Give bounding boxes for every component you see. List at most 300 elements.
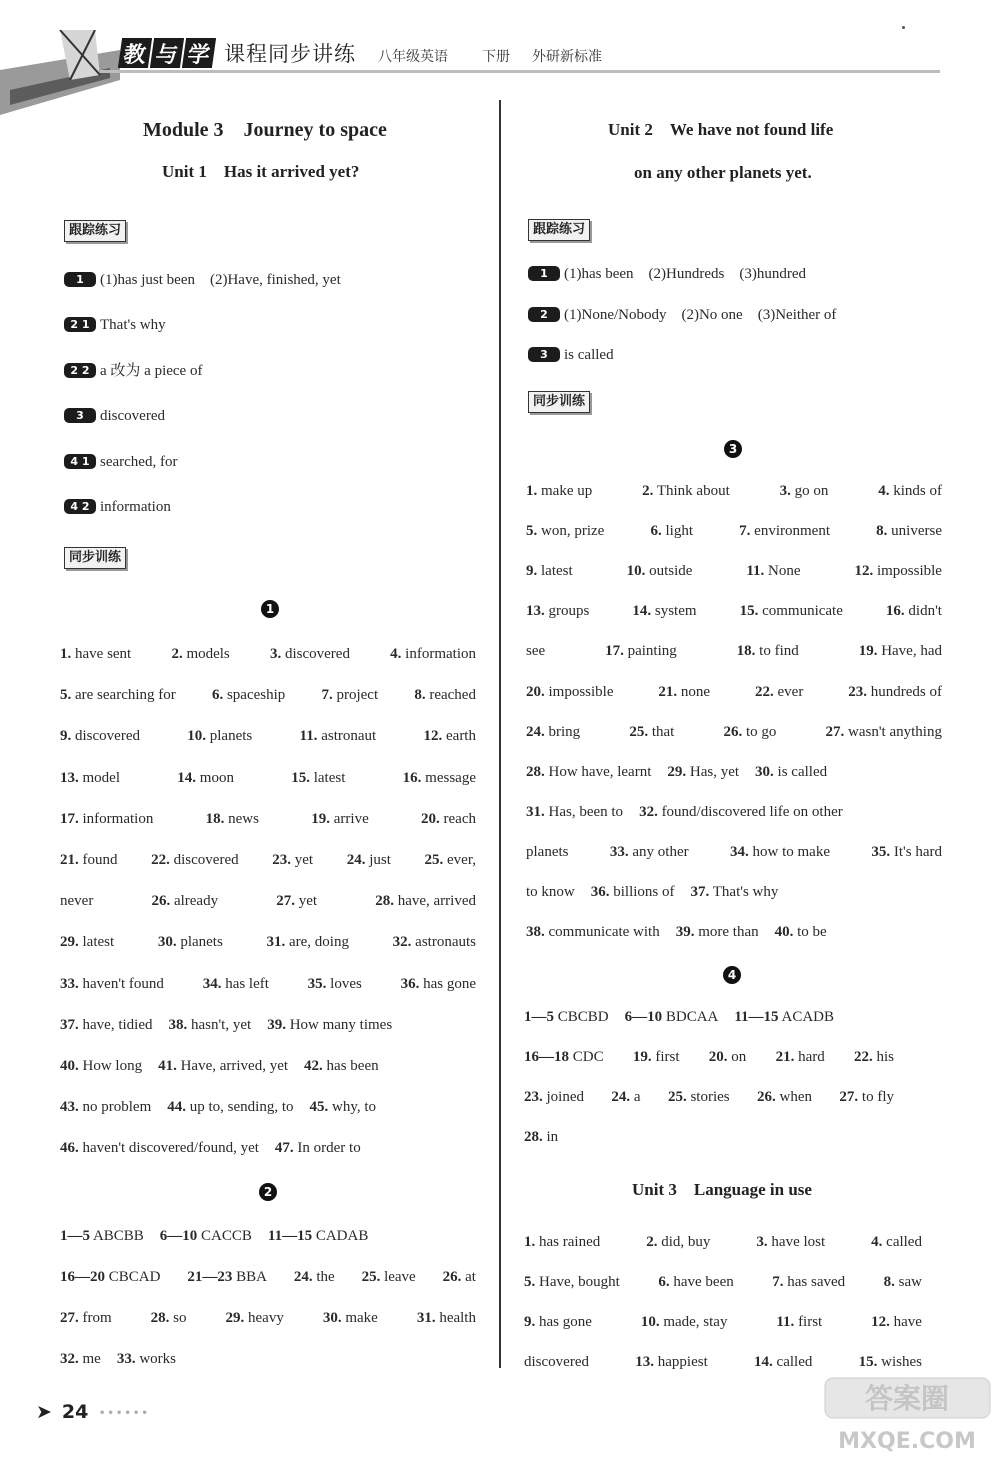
answer-number: 1.: [60, 646, 72, 662]
answer-number: 46.: [60, 1140, 79, 1157]
answer-text: planets: [209, 728, 253, 745]
answer-number: 25.: [667, 1089, 687, 1105]
answer-item: [187, 1267, 267, 1287]
answer-item: [854, 561, 942, 581]
answer-text: haven't discovered/found, yet: [82, 1140, 259, 1157]
answer-row: [60, 726, 476, 746]
answer-text: ever: [777, 683, 804, 700]
answer-number: 19.: [858, 643, 878, 660]
answer-text: information: [405, 646, 476, 662]
answer-number: 24.: [293, 1269, 313, 1285]
answer-item: [417, 1308, 476, 1328]
brand-logo: [120, 36, 214, 70]
answer-number: 2.: [646, 1234, 658, 1250]
answer-text: astronaut: [321, 728, 377, 745]
answer-text: did, buy: [661, 1234, 711, 1250]
watermark-text-top: 答案圈: [864, 1382, 950, 1415]
answer-text: me: [82, 1351, 101, 1367]
answer-number: 11.: [776, 1314, 795, 1330]
answer-item: [60, 1226, 144, 1246]
answer-text: How many times: [289, 1016, 393, 1033]
answer-number: 10.: [187, 728, 207, 745]
answer-item: [390, 644, 476, 664]
answer-item: [709, 1047, 747, 1067]
answer-item: [60, 1015, 152, 1035]
answer-row: [60, 1226, 476, 1246]
answer-item: [212, 685, 285, 705]
answer-item: [658, 682, 710, 702]
practice-item: [528, 305, 836, 325]
answer-number: 24.: [526, 723, 545, 740]
answer-text: has gone: [539, 1314, 592, 1330]
answer-item: [304, 1056, 379, 1076]
answer-item: [526, 601, 589, 621]
answer-text: to fly: [861, 1089, 894, 1105]
answer-number: 15.: [291, 769, 310, 786]
answer-text: happiest: [657, 1354, 708, 1370]
answer-number: 21.: [658, 683, 678, 700]
answer-text: yet: [294, 852, 314, 868]
answer-number: 15.: [739, 603, 759, 620]
answer-number: 22.: [151, 852, 170, 868]
answer-text: astronauts: [415, 934, 476, 951]
answer-text: CDC: [572, 1049, 604, 1065]
answer-text: BDCAA: [665, 1009, 719, 1025]
answer-number: 11.: [299, 728, 318, 745]
item-number-badge: 1: [528, 266, 560, 281]
answer-item: [878, 481, 942, 501]
brand-char: 学: [182, 38, 216, 68]
answer-text: so: [173, 1310, 187, 1326]
answer-text: (1)has been (2)Hundreds (3)hundred: [564, 266, 807, 282]
answer-item: [151, 850, 238, 870]
answer-number: 8.: [876, 523, 888, 540]
answer-text: reach: [443, 810, 476, 827]
answer-row: [60, 1138, 476, 1158]
answer-text: impossible: [876, 563, 942, 580]
answer-text: discovered: [173, 852, 239, 868]
answer-text: planets: [526, 843, 569, 860]
item-number-badge: 4 1: [64, 454, 96, 469]
section-marker-2: 2: [259, 1183, 277, 1201]
answer-number: 2.: [171, 646, 183, 662]
answer-number: 15.: [858, 1354, 878, 1370]
answer-item: [323, 1308, 378, 1328]
answer-text: CADAB: [315, 1228, 369, 1244]
answer-text: saw: [898, 1274, 922, 1290]
header-decoration-graphic: [0, 30, 120, 120]
answer-number: 45.: [309, 1099, 329, 1116]
answer-text: earth: [446, 728, 476, 745]
answer-item: [60, 809, 153, 829]
answer-number: 8.: [414, 687, 426, 704]
answer-row: [60, 1097, 476, 1117]
answer-row: [524, 1232, 922, 1252]
answer-number: 28.: [375, 893, 394, 910]
answer-item: [775, 922, 827, 942]
answer-item: [401, 974, 476, 994]
answer-number: 1.: [524, 1234, 536, 1250]
practice-item: [64, 361, 202, 381]
answer-item: [526, 561, 573, 581]
answer-number: 36.: [590, 884, 610, 900]
unit1-title: Unit 1 Has it arrived yet?: [162, 162, 360, 181]
answer-text: no problem: [82, 1099, 152, 1116]
answer-text: latest: [541, 563, 573, 580]
watermark-text-bottom: MXQE.COM: [838, 1429, 976, 1454]
answer-text: Has, yet: [689, 763, 740, 780]
answer-text: at: [465, 1269, 476, 1285]
tag-sync: 同步训练: [64, 547, 126, 569]
answer-number: 30.: [755, 763, 774, 780]
answer-text: see: [526, 643, 546, 660]
answer-item: [60, 1308, 112, 1328]
answer-item: [635, 1352, 708, 1372]
answer-item: [203, 974, 269, 994]
answer-number: 38.: [526, 924, 545, 941]
answer-number: 18.: [736, 643, 756, 660]
answer-number: 6—10: [624, 1009, 663, 1025]
answer-text: (1)has just been (2)Have, finished, yet: [100, 272, 341, 288]
answer-text: when: [779, 1089, 813, 1105]
answer-text: up to, sending, to: [189, 1099, 294, 1116]
answer-number: 22.: [853, 1049, 873, 1065]
answer-text: In order to: [297, 1140, 361, 1157]
answer-text: never: [60, 893, 94, 910]
answer-item: [871, 1312, 922, 1332]
answer-item: [524, 1272, 620, 1292]
answer-item: [321, 685, 378, 705]
answer-item: [177, 768, 234, 788]
answer-item: [755, 682, 803, 702]
answer-number: 20.: [421, 810, 440, 827]
answer-text: ever,: [447, 852, 476, 868]
answer-number: 39.: [267, 1016, 286, 1033]
answer-item: [206, 809, 259, 829]
answer-item: [658, 1272, 733, 1292]
answer-number: 40.: [774, 924, 794, 941]
answer-item: [524, 1352, 589, 1372]
answer-text: moon: [199, 769, 234, 786]
answer-item: [60, 1097, 151, 1117]
answer-item: [524, 1007, 609, 1027]
answer-number: 3.: [779, 483, 791, 499]
answer-item: [160, 1226, 252, 1246]
answer-item: [421, 809, 476, 829]
answer-number: 17.: [60, 810, 79, 827]
answer-text: go on: [794, 483, 829, 499]
answer-number: 28.: [526, 763, 545, 780]
answer-text: has gone: [423, 975, 476, 992]
answer-text: on: [731, 1049, 747, 1065]
answer-item: [524, 1312, 592, 1332]
answer-text: information: [100, 499, 171, 515]
answer-text: message: [425, 769, 476, 786]
answer-item: [691, 882, 779, 902]
answer-number: 24.: [611, 1089, 631, 1105]
answer-number: 4.: [390, 646, 402, 662]
answer-text: make: [345, 1310, 378, 1326]
answer-row: [524, 1352, 922, 1372]
answer-item: [625, 1007, 719, 1027]
answer-number: 29.: [667, 763, 687, 780]
edition-label: 外研新标准: [532, 49, 602, 65]
practice-item: [528, 264, 806, 284]
answer-number: 33.: [609, 843, 629, 860]
answer-item: [524, 1047, 604, 1067]
answer-row: [60, 974, 476, 994]
answer-number: 9.: [524, 1314, 536, 1330]
answer-number: 7.: [772, 1274, 784, 1290]
answer-item: [886, 601, 942, 621]
answer-row: [526, 601, 942, 621]
answer-item: [158, 1056, 288, 1076]
section-marker-1: 1: [261, 600, 279, 618]
answer-number: 16.: [885, 603, 905, 620]
answer-text: latest: [82, 934, 115, 951]
answer-text: to find: [759, 643, 799, 660]
answer-item: [668, 1087, 730, 1107]
answer-number: 1—5: [60, 1228, 90, 1244]
answer-text: How long: [82, 1058, 143, 1074]
answer-number: 3.: [269, 646, 282, 662]
answer-item: [362, 1267, 416, 1287]
answer-number: 25.: [361, 1269, 381, 1285]
answer-number: 30.: [322, 1310, 342, 1326]
answer-item: [526, 922, 660, 942]
answer-item: [610, 842, 689, 862]
answer-item: [158, 932, 223, 952]
answer-number: 16.: [402, 769, 422, 786]
answer-row: [60, 1267, 476, 1287]
answer-item: [300, 726, 377, 746]
answer-text: won, prize: [541, 523, 605, 540]
answer-text: impossible: [548, 683, 614, 700]
answer-number: 31.: [266, 934, 286, 951]
answer-number: 12.: [854, 563, 874, 580]
answer-number: 23.: [524, 1089, 543, 1105]
answer-text: information: [82, 810, 154, 827]
answer-text: reached: [429, 687, 476, 704]
page-number: 24: [61, 1401, 89, 1423]
answer-item: [739, 521, 830, 541]
answer-number: 26.: [723, 723, 743, 740]
answer-number: 13.: [60, 769, 79, 786]
answer-number: 37.: [690, 884, 710, 900]
answer-item: [650, 521, 693, 541]
answer-item: [403, 768, 476, 788]
answer-number: 41.: [158, 1058, 177, 1074]
answer-row: [526, 521, 942, 541]
answer-text: has been: [326, 1058, 379, 1074]
answer-item: [526, 641, 545, 661]
answer-text: BBA: [236, 1269, 267, 1285]
answer-text: discovered: [284, 646, 350, 662]
tag-practice: 跟踪练习: [528, 219, 590, 241]
answer-number: 6.: [650, 523, 662, 540]
answer-number: 9.: [60, 728, 72, 745]
answer-number: 2.: [642, 483, 654, 499]
answer-number: 19.: [311, 810, 330, 827]
answer-item: [60, 1056, 142, 1076]
answer-item: [526, 842, 569, 862]
answer-item: [756, 1232, 825, 1252]
answer-number: 20.: [526, 683, 545, 700]
answer-item: [443, 1267, 476, 1287]
answer-text: bring: [548, 723, 581, 740]
answer-number: 19.: [632, 1049, 652, 1065]
answer-text: CACCB: [201, 1228, 252, 1244]
answer-text: Think about: [656, 483, 730, 499]
answer-text: made, stay: [663, 1314, 728, 1330]
answer-text: light: [665, 523, 693, 540]
answer-item: [755, 762, 827, 782]
answer-item: [848, 682, 942, 702]
answer-number: 1.: [526, 483, 538, 499]
answer-item: [60, 1138, 259, 1158]
answer-item: [151, 1308, 187, 1328]
answer-item: [642, 481, 730, 501]
answer-text: communicate: [762, 603, 843, 620]
answer-item: [272, 850, 313, 870]
answer-number: 6.: [211, 687, 224, 704]
answer-item: [629, 722, 674, 742]
answer-row: [526, 561, 942, 581]
answer-number: 10.: [626, 563, 646, 580]
answer-row: [526, 922, 942, 942]
answer-text: why, to: [332, 1099, 377, 1116]
answer-item: [267, 932, 349, 952]
answer-text: to know: [526, 884, 575, 900]
answer-item: [632, 601, 696, 621]
answer-number: 18.: [205, 810, 225, 827]
answer-item: [267, 1015, 392, 1035]
answer-item: [291, 768, 345, 788]
answer-text: Have, bought: [539, 1274, 620, 1290]
term-label: 下册: [482, 49, 510, 65]
answer-number: 23.: [848, 683, 867, 700]
answer-number: 42.: [304, 1058, 323, 1074]
answer-item: [526, 882, 575, 902]
answer-number: 8.: [883, 1274, 895, 1290]
answer-text: just: [369, 852, 391, 868]
answer-number: 27.: [825, 723, 845, 740]
answer-number: 37.: [60, 1016, 79, 1033]
answer-number: 12.: [871, 1314, 890, 1330]
answer-text: works: [139, 1351, 176, 1367]
answer-text: joined: [546, 1089, 584, 1105]
answer-number: 10.: [640, 1314, 660, 1330]
answer-item: [676, 922, 759, 942]
answer-number: 12.: [423, 728, 443, 745]
answer-row: [526, 722, 942, 742]
answer-row: [60, 768, 476, 788]
answer-number: 22.: [755, 683, 774, 700]
answer-item: [268, 1226, 368, 1246]
answer-row: [60, 850, 476, 870]
answer-item: [854, 1047, 894, 1067]
item-number-badge: 2 1: [64, 317, 96, 332]
arrow-icon: ➤: [36, 1401, 52, 1423]
answer-text: planets: [180, 934, 223, 951]
answer-number: 31.: [416, 1310, 436, 1326]
answer-item: [859, 641, 942, 661]
answer-text: found/discovered life on other: [661, 803, 843, 820]
answer-text: kinds of: [893, 483, 942, 499]
answer-number: 5.: [60, 687, 72, 704]
answer-item: [871, 842, 942, 862]
answer-item: [275, 1138, 361, 1158]
answer-number: 28.: [524, 1129, 543, 1145]
answer-number: 25.: [424, 852, 444, 868]
answer-text: stories: [690, 1089, 730, 1105]
answer-number: 47.: [274, 1140, 294, 1157]
answer-text: to go: [745, 723, 777, 740]
answer-item: [117, 1349, 176, 1369]
answer-number: 36.: [400, 975, 420, 992]
answer-text: yet: [298, 893, 318, 910]
answer-item: [839, 1087, 894, 1107]
answer-number: 31.: [526, 803, 545, 820]
answer-item: [171, 644, 229, 664]
item-number-badge: 2 2: [64, 363, 96, 378]
answer-text: news: [228, 810, 259, 827]
answer-number: 35.: [307, 975, 327, 992]
brand-char: 教: [118, 38, 152, 68]
answer-text: wishes: [881, 1354, 922, 1370]
answer-text: hasn't, yet: [190, 1016, 252, 1033]
answer-text: system: [654, 603, 697, 620]
answer-text: ACADB: [781, 1009, 835, 1025]
answer-number: 13.: [526, 603, 545, 620]
answer-number: 17.: [605, 643, 624, 660]
answer-text: first: [798, 1314, 823, 1330]
answer-number: 23.: [272, 852, 291, 868]
answer-text: haven't found: [82, 975, 164, 992]
answer-item: [60, 1267, 160, 1287]
answer-text: leave: [384, 1269, 416, 1285]
answer-number: 13.: [635, 1354, 655, 1370]
answer-text: How have, learnt: [548, 763, 652, 780]
answer-row: [526, 882, 942, 902]
answer-text: health: [439, 1310, 476, 1326]
answer-text: painting: [627, 643, 677, 660]
answer-row: [60, 891, 476, 911]
answer-text: hundreds of: [870, 683, 942, 700]
answer-text: already: [173, 893, 219, 910]
answer-number: 21.: [60, 852, 79, 868]
answer-text: heavy: [248, 1310, 284, 1326]
answer-text: to be: [797, 924, 827, 941]
answer-number: 34.: [730, 843, 749, 860]
answer-number: 33.: [60, 975, 79, 992]
answer-item: [524, 1087, 584, 1107]
brand-char: 与: [150, 38, 184, 68]
answer-row: [526, 842, 942, 862]
answer-text: billions of: [613, 884, 675, 900]
answer-item: [60, 768, 120, 788]
header-dot: [902, 26, 905, 29]
answer-item: [884, 1272, 922, 1292]
answer-number: 38.: [168, 1016, 188, 1033]
grade-label: 八年级英语: [378, 49, 448, 65]
answer-row: [526, 481, 942, 501]
answer-number: 26.: [151, 893, 171, 910]
answer-item: [151, 891, 218, 911]
answer-number: 26.: [757, 1089, 776, 1105]
answer-number: 20.: [708, 1049, 728, 1065]
answer-item: [526, 481, 592, 501]
